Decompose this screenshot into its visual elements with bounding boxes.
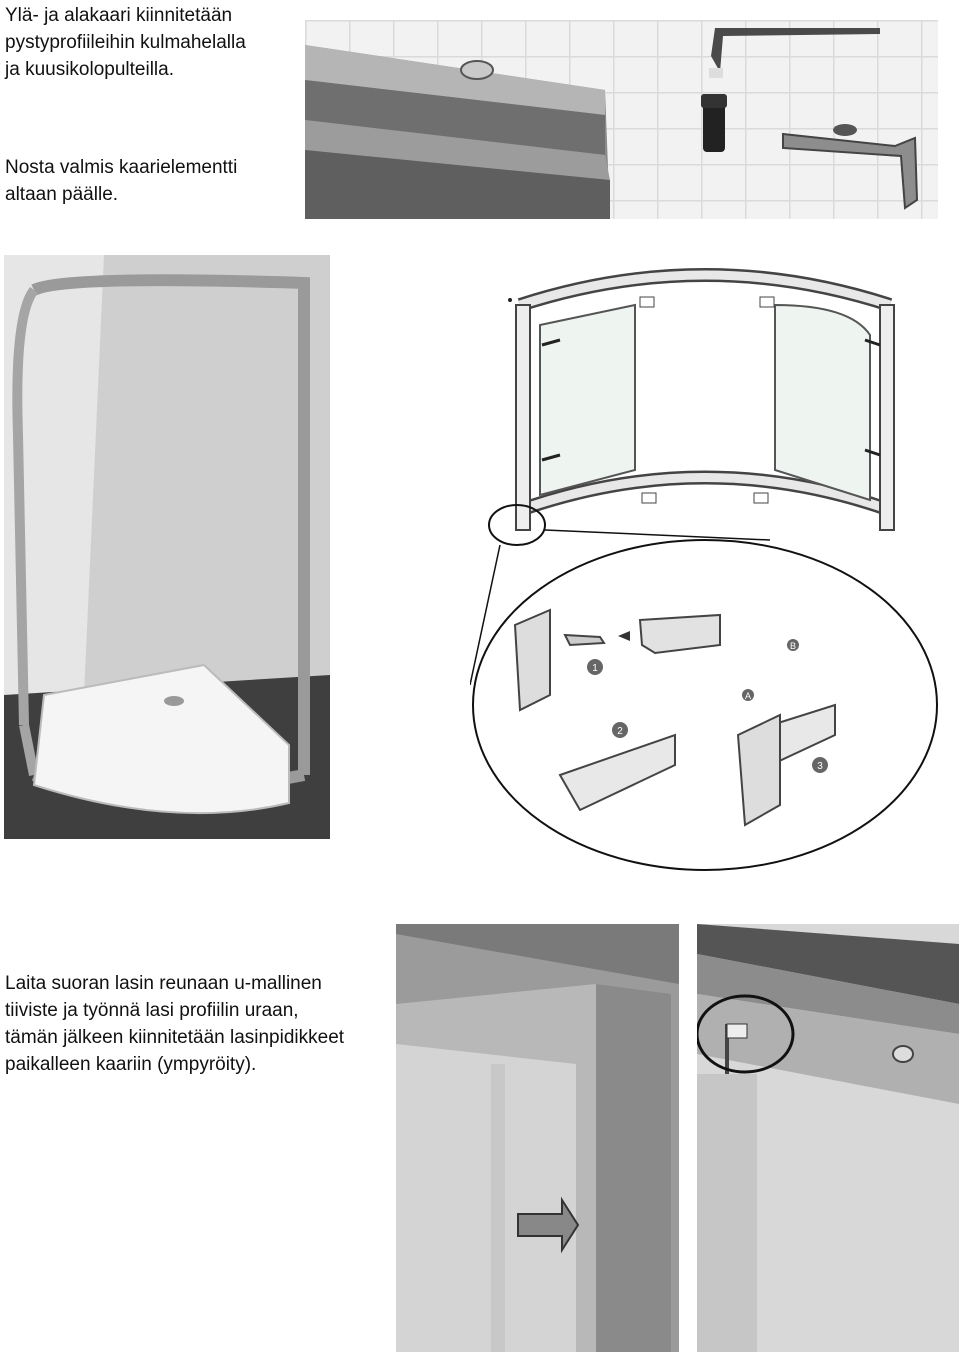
text-line: altaan päälle.: [5, 184, 119, 205]
step-marker: 1: [592, 663, 598, 674]
text-line: paikalleen kaariin (ympyröity).: [5, 1054, 257, 1075]
glass-insert-photo: [396, 924, 679, 1352]
text-line: Nosta valmis kaarielementti: [5, 157, 238, 178]
text-line: pystyprofiileihin kulmahelalla: [5, 32, 246, 53]
step-marker: 3: [817, 761, 823, 772]
text-line: Ylä- ja alakaari kiinnitetään: [5, 5, 233, 26]
text-line: Laita suoran lasin reunaan u-mallinen: [5, 973, 322, 994]
letter-marker: B: [789, 641, 797, 651]
text-line: ja kuusikolopulteilla.: [5, 59, 174, 80]
assembly-diagram: [470, 265, 940, 875]
letter-marker: A: [744, 691, 752, 701]
shower-frame-photo: [4, 255, 330, 839]
glass-holder-photo: [697, 924, 959, 1352]
text-line: tiiviste ja työnnä lasi profiilin uraan,: [5, 1000, 299, 1021]
profile-parts-photo: [305, 20, 938, 219]
text-line: tämän jälkeen kiinnitetään lasinpidikkeet: [5, 1027, 345, 1048]
instruction-step-2: [5, 154, 295, 208]
instruction-step-1: [5, 2, 295, 83]
instruction-step-3: [5, 970, 378, 1078]
step-marker: 2: [617, 726, 623, 737]
